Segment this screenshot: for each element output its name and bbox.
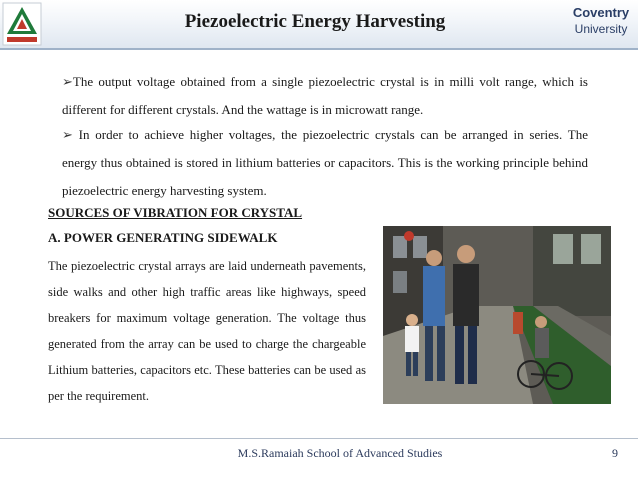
footer-institution: M.S.Ramaiah School of Advanced Studies — [237, 446, 443, 460]
slide-title: Piezoelectric Energy Harvesting — [184, 11, 446, 32]
arrow-bullet-icon: ➢ — [62, 74, 73, 89]
institute-emblem-icon — [2, 2, 42, 46]
bullet-paragraph-2 — [62, 121, 588, 205]
subsection-heading: A. POWER GENERATING SIDEWALK — [48, 230, 278, 245]
footer-divider — [0, 438, 638, 439]
slide-header — [0, 0, 638, 48]
header-divider — [0, 48, 638, 50]
section-body: The piezoelectric crystal arrays are laid underneath pavements, side walks and other high traffic areas like highways, speed breakers for maximum voltage generation. The voltage thus generated from the array can be used to charge the chargeable Lithium batteries, capacitors etc. These batteries can be used as per the requirement. — [48, 259, 366, 403]
section-heading: SOURCES OF VIBRATION FOR CRYSTAL — [48, 205, 303, 220]
logo-line-1: Coventry — [572, 5, 630, 20]
sidewalk-photo — [383, 226, 611, 404]
page-number: 9 — [612, 446, 618, 460]
bullet-text-1: The output voltage obtained from a single piezoelectric crystal is in milli volt range, which is different for different crystals. And the wattage is in microwatt range. — [62, 74, 588, 117]
coventry-university-logo — [568, 6, 634, 42]
arrow-bullet-icon: ➢ — [62, 127, 73, 142]
bullet-text-2: In order to achieve higher voltages, the piezoelectric crystals can be arranged in series. The energy thus obtained is stored in lithium batteries or capacitors. This is the working principle behind piezoelectric energy harvesting system. — [62, 127, 588, 198]
logo-line-2: University — [574, 22, 628, 36]
bullet-paragraph-1 — [62, 68, 588, 124]
